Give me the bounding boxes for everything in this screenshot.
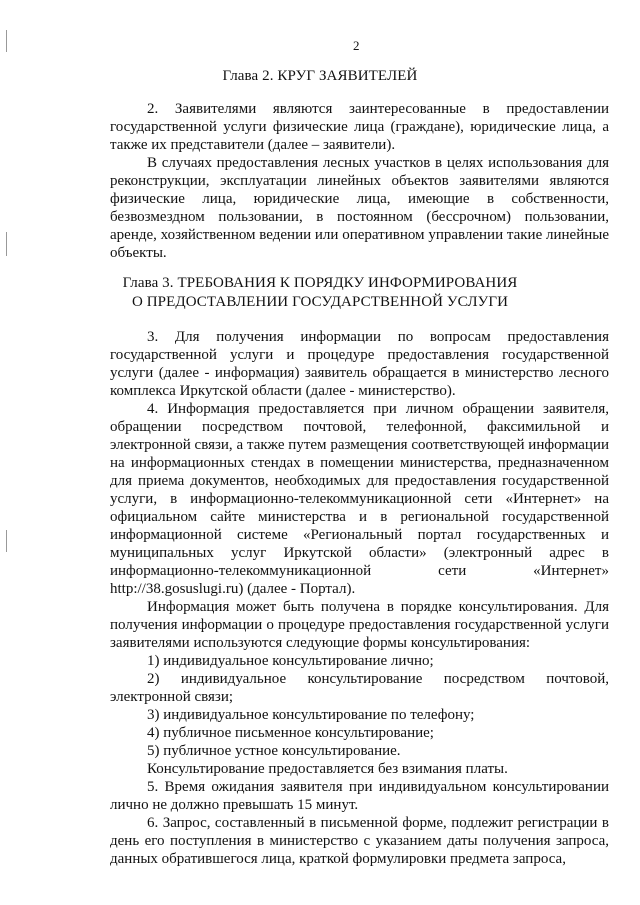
paragraph-consulting-forms: Информация может быть получена в порядке консультирования. Для получения информации о процедуре предоставления государственной услуги заявителями используются следующие формы консультирования: [110,599,609,651]
list-item-3: 3) индивидуальное консультирование по телефону; [147,707,475,723]
paragraph-5: 5. Время ожидания заявителя при индивидуальном консультировании лично не должно превышать 15 минут. [110,779,609,813]
paragraph-applicants-linear-objects: В случаях предоставления лесных участков в целях использования для реконструкции, эксплуатации линейных объектов заявителями являются физические лица, юридические лица, имеющие в собственности, безвозмездном пользовании, в постоянном (бессрочном) пользовании, аренде, хозяйственном ведении или оперативном управлении такие линейные объекты. [110,155,609,261]
page-number: 2 [353,38,360,53]
scan-edge-mark [6,30,7,52]
chapter-3-title-line-1: Глава 3. ТРЕБОВАНИЯ К ПОРЯДКУ ИНФОРМИРОВАНИЯ [122,275,518,291]
paragraph-2: 2. Заявителями являются заинтересованные в предоставлении государственной услуги физические лица (граждане), юридические лица, а также их представители (далее – заявители). [110,101,609,153]
scan-edge-mark [6,232,7,256]
list-item-4: 4) публичное письменное консультирование; [147,725,434,741]
paragraph-3: 3. Для получения информации по вопросам предоставления государственной услуги и процедуре предоставления государственной услуги (далее - информация) заявитель обращается в министерство лесного комплекса Иркутской области (далее - министерство). [110,329,609,399]
chapter-2-title: Глава 2. КРУГ ЗАЯВИТЕЛЕЙ [222,68,418,84]
chapter-3-body [110,328,609,868]
chapter-3-title-line-2: О ПРЕДОСТАВЛЕНИИ ГОСУДАРСТВЕННОЙ УСЛУГИ [131,294,509,310]
list-item-2: 2) индивидуальное консультирование посредством почтовой, электронной связи; [110,671,609,705]
scan-edge-mark [6,530,7,552]
list-item-1: 1) индивидуальное консультирование лично; [147,653,434,669]
paragraph-free-of-charge: Консультирование предоставляется без взимания платы. [147,761,508,777]
document-body [110,100,609,262]
list-item-5: 5) публичное устное консультирование. [147,743,401,759]
paragraph-6: 6. Запрос, составленный в письменной форме, подлежит регистрации в день его поступления в министерство с указанием даты получения запроса, данных обратившегося лица, краткой формулировки предмета запроса, [110,815,609,867]
paragraph-4: 4. Информация предоставляется при личном обращении заявителя, обращении посредством почтовой, телефонной, факсимильной и электронной связи, а также путем размещения соответствующей информации на информационных стендах в помещении министерства, предназначенном для приема документов, необходимых для предоставления государственной услуги, в информационно-телекоммуникационной сети «Интернет» на официальном сайте министерства и в региональной государственной информационной системе «Региональный портал государственных и муниципальных услуг Иркутской области» (электронный адрес в информационно-телекоммуникационной сети «Интернет» http://38.gosuslugi.ru) (далее - Портал). [110,401,609,597]
